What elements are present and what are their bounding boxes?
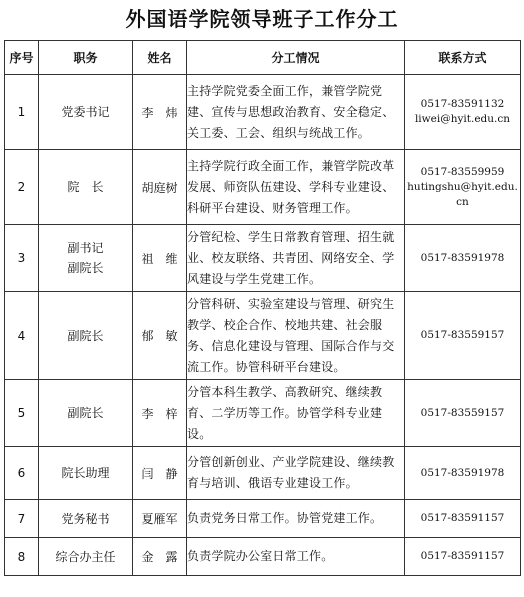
- header-number: 序号: [5, 41, 39, 75]
- phone-number: 0517-83591978: [420, 466, 505, 479]
- row-person-name: 郁 敏: [133, 292, 187, 380]
- row-position: [39, 447, 133, 500]
- table-row: [5, 500, 521, 538]
- phone-number: 0517-83559959: [420, 165, 505, 178]
- row-contact: [405, 500, 521, 538]
- row-contact: [405, 150, 521, 225]
- header-name: 姓名: [133, 41, 187, 75]
- table-row: [5, 538, 521, 576]
- position-text: 副院长: [67, 261, 104, 275]
- row-contact: [405, 538, 521, 576]
- row-contact: [405, 447, 521, 500]
- row-contact: [405, 292, 521, 380]
- row-person-name: 祖 维: [133, 225, 187, 292]
- row-number: 1: [5, 75, 39, 150]
- table-header: [5, 41, 521, 75]
- row-position: [39, 150, 133, 225]
- table-row: [5, 150, 521, 225]
- row-duties: 分管科研、实验室建设与管理、研究生教学、校企合作、校地共建、社会服务、信息化建设与管理、国际合作与交流工作。协管科研平台建设。: [187, 292, 405, 380]
- row-position: [39, 500, 133, 538]
- row-position: [39, 225, 133, 292]
- phone-number: 0517-83559157: [420, 406, 505, 419]
- table-row: [5, 292, 521, 380]
- leadership-table: [4, 40, 521, 576]
- table-row: [5, 447, 521, 500]
- position-text: 院长助理: [61, 466, 110, 480]
- header-contact: 联系方式: [405, 41, 521, 75]
- row-person-name: 闫 静: [133, 447, 187, 500]
- row-number: 2: [5, 150, 39, 225]
- row-number: 4: [5, 292, 39, 380]
- position-text: 综合办主任: [55, 549, 116, 564]
- phone-number: 0517-83591157: [420, 512, 505, 524]
- header-position: 职务: [39, 41, 133, 75]
- header-duties: 分工情况: [187, 41, 405, 75]
- position-text: 副书记: [67, 241, 104, 255]
- row-duties: 负责党务日常工作。协管党建工作。: [187, 500, 405, 538]
- row-duties: 主持学院党委全面工作，兼管学院党建、宣传与思想政治教育、安全稳定、关工委、工会、组织与统战工作。: [187, 75, 405, 150]
- position-text: 副院长: [67, 328, 104, 343]
- phone-number: 0517-83591132: [420, 98, 505, 110]
- row-duties: 分管本科生教学、高教研究、继续教育、二学历等工作。协管学科专业建设。: [187, 380, 405, 447]
- position-text: 院 长: [67, 180, 104, 194]
- row-person-name: 胡庭树: [133, 150, 187, 225]
- row-number: 6: [5, 447, 39, 500]
- document-title: 外国语学院领导班子工作分工: [125, 7, 399, 31]
- row-person-name: 夏雁军: [133, 500, 187, 538]
- row-duties: 主持学院行政全面工作，兼管学院改革发展、师资队伍建设、学科专业建设、科研平台建设、财务管理工作。: [187, 150, 405, 225]
- row-contact: [405, 225, 521, 292]
- phone-number: 0517-83591157: [420, 550, 505, 562]
- phone-number: 0517-83591978: [420, 251, 505, 264]
- email-address: hutingshu@hyit.edu.cn: [407, 180, 518, 208]
- row-person-name: 金 露: [133, 538, 187, 576]
- row-contact: [405, 75, 521, 150]
- row-position: [39, 292, 133, 380]
- row-position: [39, 75, 133, 150]
- row-number: 3: [5, 225, 39, 292]
- table-row: [5, 75, 521, 150]
- row-number: 7: [5, 500, 39, 538]
- row-person-name: 李 炜: [133, 75, 187, 150]
- table-row: [5, 380, 521, 447]
- table-row: [5, 225, 521, 292]
- email-address: liwei@hyit.edu.cn: [414, 113, 511, 125]
- row-number: 5: [5, 380, 39, 447]
- row-position: [39, 380, 133, 447]
- row-duties: 分管纪检、学生日常教育管理、招生就业、校友联络、共青团、网络安全、学风建设与学生党建工作。: [187, 225, 405, 292]
- row-person-name: 李 梓: [133, 380, 187, 447]
- row-duties: 负责学院办公室日常工作。: [187, 538, 405, 576]
- position-text: 党务秘书: [61, 511, 110, 526]
- table-body: [5, 75, 521, 576]
- position-text: 副院长: [67, 406, 104, 420]
- row-number: 8: [5, 538, 39, 576]
- header-row: [5, 41, 521, 75]
- row-duties: 分管创新创业、产业学院建设、继续教育与培训、俄语专业建设工作。: [187, 447, 405, 500]
- row-contact: [405, 380, 521, 447]
- position-text: 党委书记: [61, 105, 110, 119]
- phone-number: 0517-83559157: [420, 329, 505, 341]
- row-position: [39, 538, 133, 576]
